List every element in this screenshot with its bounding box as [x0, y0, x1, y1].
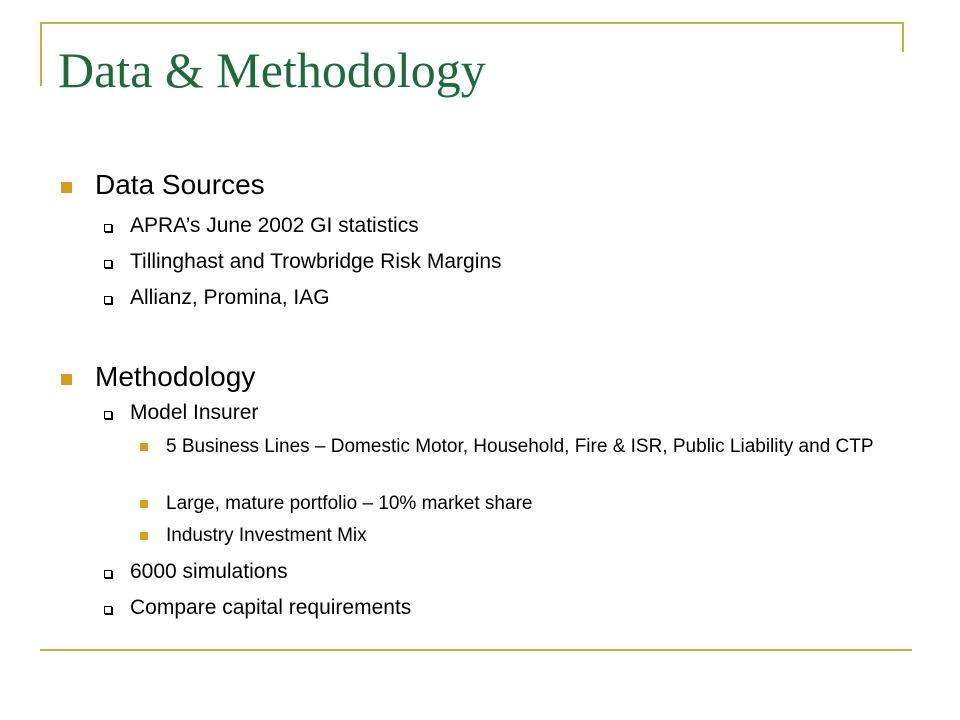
- section-heading-data-sources: [95, 168, 265, 202]
- slide-title: Data & Methodology: [58, 42, 486, 98]
- list-item: [130, 595, 411, 621]
- list-item-label: Tillinghast and Trowbridge Risk Margins: [130, 250, 502, 273]
- list-item: [130, 559, 288, 585]
- list-item-label: Allianz, Promina, IAG: [130, 286, 330, 309]
- list-item: [130, 400, 258, 426]
- filled-square-icon: [61, 182, 72, 193]
- hollow-square-icon: [104, 570, 112, 578]
- top-accent-line: [40, 22, 904, 24]
- small-filled-square-icon: [140, 532, 148, 540]
- list-item-label: Compare capital requirements: [130, 596, 412, 619]
- sub-list-item: [166, 436, 906, 458]
- section-heading-label: Methodology: [95, 361, 256, 392]
- bottom-accent-line: [40, 649, 912, 651]
- sub-list-item: [166, 525, 906, 547]
- list-item-label: Model Insurer: [130, 401, 259, 424]
- hollow-square-icon: [104, 224, 112, 232]
- list-item: [130, 285, 330, 311]
- right-accent-line: [902, 22, 904, 52]
- hollow-square-icon: [104, 260, 112, 268]
- filled-square-icon: [61, 374, 72, 385]
- sub-list-item-label: 5 Business Lines – Domestic Motor, Household, Fire & ISR, Public Liability and CTP: [166, 436, 874, 457]
- sub-list-item: [166, 493, 906, 515]
- sub-list-item-label: Industry Investment Mix: [166, 525, 367, 546]
- section-heading-methodology: [95, 360, 255, 394]
- list-item-label: APRA’s June 2002 GI statistics: [130, 214, 419, 237]
- hollow-square-icon: [104, 606, 112, 614]
- list-item: [130, 213, 419, 239]
- sub-list-item-label: Large, mature portfolio – 10% market share: [166, 493, 533, 514]
- section-heading-label: Data Sources: [95, 169, 265, 200]
- list-item-label: 6000 simulations: [130, 560, 288, 583]
- list-item: [130, 249, 502, 275]
- hollow-square-icon: [104, 411, 112, 419]
- small-filled-square-icon: [140, 500, 148, 508]
- left-accent-line: [40, 22, 42, 86]
- small-filled-square-icon: [140, 443, 148, 451]
- hollow-square-icon: [104, 296, 112, 304]
